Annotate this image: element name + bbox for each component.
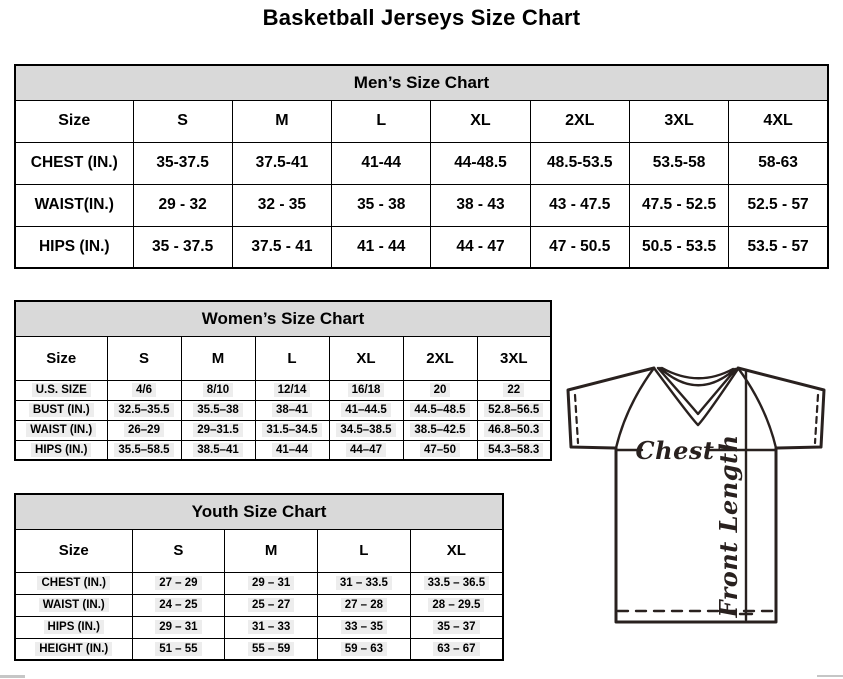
cell-value: BUST (IN.) [29, 403, 94, 417]
cell-value: CHEST (IN.) [37, 576, 110, 590]
womens-measurement-row [15, 440, 551, 460]
size-value-cell [225, 616, 318, 638]
jersey-armhole-seam-right [738, 368, 776, 448]
cell-value: U.S. SIZE [32, 383, 91, 397]
cell-value: 47–50 [420, 443, 460, 457]
size-value-cell [181, 420, 255, 440]
size-value-cell [255, 440, 329, 460]
row-label [15, 420, 107, 440]
size-value-cell [477, 400, 551, 420]
cell-value: 35.5–58.5 [114, 443, 173, 457]
size-column-header: 4XL [729, 100, 828, 142]
size-value-cell: 35-37.5 [133, 142, 232, 184]
cell-value: 46.8–50.3 [484, 423, 543, 437]
cell-value: 31 – 33 [248, 620, 294, 634]
mens-chart-title: Men’s Size Chart [15, 65, 828, 100]
cell-value: WAIST (IN.) [26, 423, 96, 437]
size-column-header: S [107, 336, 181, 380]
size-value-cell: 50.5 - 53.5 [629, 226, 728, 268]
cell-value: 52.8–56.5 [484, 403, 543, 417]
cell-value: 26–29 [124, 423, 164, 437]
cell-value: 29 – 31 [155, 620, 201, 634]
row-label: CHEST (IN.) [15, 142, 133, 184]
cell-value: 29–31.5 [193, 423, 243, 437]
jersey-collar-icon [654, 368, 738, 425]
size-value-cell: 47.5 - 52.5 [629, 184, 728, 226]
size-column-header: 2XL [530, 100, 629, 142]
size-header-cell: Size [15, 336, 107, 380]
size-value-cell [255, 400, 329, 420]
cell-value: 22 [503, 383, 524, 397]
size-value-cell [329, 400, 403, 420]
cell-value: 28 – 29.5 [428, 598, 484, 612]
size-column-header: 3XL [629, 100, 728, 142]
page-title: Basketball Jerseys Size Chart [262, 5, 581, 30]
size-column-header: XL [329, 336, 403, 380]
size-value-cell [107, 400, 181, 420]
cell-value: 27 – 28 [341, 598, 387, 612]
row-label [15, 616, 132, 638]
size-value-cell [410, 572, 503, 594]
size-value-cell: 35 - 37.5 [133, 226, 232, 268]
cell-value: 34.5–38.5 [336, 423, 395, 437]
size-column-header: M [225, 529, 318, 572]
size-value-cell [107, 380, 181, 400]
cell-value: WAIST (IN.) [39, 598, 109, 612]
size-value-cell: 53.5-58 [629, 142, 728, 184]
jersey-diagram [556, 362, 841, 660]
mens-measurement-row [15, 142, 828, 184]
size-value-cell [403, 380, 477, 400]
size-value-cell [477, 380, 551, 400]
cell-value: 54.3–58.3 [484, 443, 543, 457]
size-value-cell [318, 572, 411, 594]
size-header-cell: Size [15, 529, 132, 572]
youth-chart-band [15, 494, 503, 529]
size-value-cell: 53.5 - 57 [729, 226, 828, 268]
womens-chart-band [15, 301, 551, 336]
size-value-cell [410, 638, 503, 660]
cell-value: HEIGHT (IN.) [35, 642, 112, 656]
size-value-cell [403, 420, 477, 440]
size-column-header: 2XL [403, 336, 477, 380]
youth-measurement-row [15, 594, 503, 616]
youth-measurement-row [15, 572, 503, 594]
size-column-header: L [318, 529, 411, 572]
mens-chart-band [15, 65, 828, 100]
cell-value: 38–41 [272, 403, 312, 417]
cell-value: 25 – 27 [248, 598, 294, 612]
size-column-header: S [133, 100, 232, 142]
size-value-cell [225, 594, 318, 616]
cell-value: 33 – 35 [341, 620, 387, 634]
size-value-cell: 48.5-53.5 [530, 142, 629, 184]
cell-value: 35.5–38 [193, 403, 243, 417]
chest-label: Chest [635, 436, 715, 465]
size-value-cell [181, 380, 255, 400]
cell-value: 38.5–41 [193, 443, 243, 457]
size-column-header: 3XL [477, 336, 551, 380]
womens-measurement-row [15, 380, 551, 400]
size-value-cell [403, 440, 477, 460]
cell-value: 27 – 29 [155, 576, 201, 590]
size-value-cell [477, 420, 551, 440]
size-value-cell [403, 400, 477, 420]
row-label [15, 572, 132, 594]
cell-value: 44.5–48.5 [410, 403, 469, 417]
size-column-header: XL [431, 100, 530, 142]
row-label [15, 380, 107, 400]
size-value-cell [477, 440, 551, 460]
cell-value: HIPS (IN.) [31, 443, 91, 457]
size-column-header: L [255, 336, 329, 380]
youth-header-row [15, 529, 503, 572]
size-value-cell: 43 - 47.5 [530, 184, 629, 226]
youth-chart-title: Youth Size Chart [15, 494, 503, 529]
mens-measurement-row [15, 226, 828, 268]
cell-value: 63 – 67 [433, 642, 479, 656]
size-value-cell [329, 420, 403, 440]
row-label [15, 400, 107, 420]
size-value-cell [107, 440, 181, 460]
size-column-header: M [232, 100, 331, 142]
mens-header-row [15, 100, 828, 142]
row-label: HIPS (IN.) [15, 226, 133, 268]
cell-value: 59 – 63 [341, 642, 387, 656]
row-label [15, 638, 132, 660]
womens-header-row [15, 336, 551, 380]
size-value-cell: 47 - 50.5 [530, 226, 629, 268]
womens-measurement-row [15, 400, 551, 420]
youth-measurement-row [15, 638, 503, 660]
size-value-cell [107, 420, 181, 440]
cell-value: 20 [430, 383, 451, 397]
scrollbar-fragment-left [0, 675, 25, 678]
size-value-cell: 58-63 [729, 142, 828, 184]
cell-value: 35 – 37 [433, 620, 479, 634]
cell-value: 4/6 [132, 383, 156, 397]
womens-chart-title: Women’s Size Chart [15, 301, 551, 336]
size-value-cell [318, 616, 411, 638]
size-value-cell [410, 616, 503, 638]
cell-value: 8/10 [203, 383, 233, 397]
scrollbar-fragment-right [817, 675, 843, 677]
size-value-cell [181, 440, 255, 460]
cell-value: 55 – 59 [248, 642, 294, 656]
size-value-cell [225, 638, 318, 660]
cell-value: 44–47 [346, 443, 386, 457]
size-value-cell: 35 - 38 [332, 184, 431, 226]
cell-value: 31 – 33.5 [336, 576, 392, 590]
size-value-cell [132, 594, 225, 616]
size-column-header: L [332, 100, 431, 142]
size-value-cell [329, 440, 403, 460]
size-value-cell: 41-44 [332, 142, 431, 184]
cell-value: HIPS (IN.) [44, 620, 104, 634]
size-value-cell [181, 400, 255, 420]
cell-value: 24 – 25 [155, 598, 201, 612]
size-column-header: S [132, 529, 225, 572]
youth-measurement-row [15, 616, 503, 638]
size-value-cell [255, 420, 329, 440]
cell-value: 38.5–42.5 [410, 423, 469, 437]
cell-value: 12/14 [274, 383, 311, 397]
cell-value: 33.5 – 36.5 [424, 576, 490, 590]
size-value-cell [329, 380, 403, 400]
size-column-header: M [181, 336, 255, 380]
size-value-cell: 37.5-41 [232, 142, 331, 184]
size-value-cell [132, 572, 225, 594]
jersey-diagram-svg [556, 362, 841, 660]
youth-size-chart-table [14, 493, 504, 661]
size-column-header: XL [410, 529, 503, 572]
row-label [15, 594, 132, 616]
size-value-cell: 37.5 - 41 [232, 226, 331, 268]
cell-value: 51 – 55 [155, 642, 201, 656]
size-value-cell: 32 - 35 [232, 184, 331, 226]
size-value-cell [132, 638, 225, 660]
size-value-cell: 44 - 47 [431, 226, 530, 268]
size-value-cell: 41 - 44 [332, 226, 431, 268]
size-value-cell [132, 616, 225, 638]
cell-value: 32.5–35.5 [114, 403, 173, 417]
size-value-cell [318, 638, 411, 660]
size-header-cell: Size [15, 100, 133, 142]
row-label [15, 440, 107, 460]
cell-value: 16/18 [348, 383, 385, 397]
row-label: WAIST(IN.) [15, 184, 133, 226]
size-value-cell [225, 572, 318, 594]
size-value-cell [318, 594, 411, 616]
size-value-cell: 52.5 - 57 [729, 184, 828, 226]
size-value-cell: 38 - 43 [431, 184, 530, 226]
womens-size-chart-table [14, 300, 552, 461]
cell-value: 41–44 [272, 443, 312, 457]
jersey-outline-icon [568, 368, 824, 622]
cell-value: 29 – 31 [248, 576, 294, 590]
mens-size-chart-table [14, 64, 829, 269]
mens-measurement-row [15, 184, 828, 226]
size-value-cell [255, 380, 329, 400]
cell-value: 31.5–34.5 [262, 423, 321, 437]
size-value-cell [410, 594, 503, 616]
front-length-label: Front Length [714, 434, 743, 618]
cell-value: 41–44.5 [341, 403, 391, 417]
size-value-cell: 29 - 32 [133, 184, 232, 226]
womens-measurement-row [15, 420, 551, 440]
size-value-cell: 44-48.5 [431, 142, 530, 184]
